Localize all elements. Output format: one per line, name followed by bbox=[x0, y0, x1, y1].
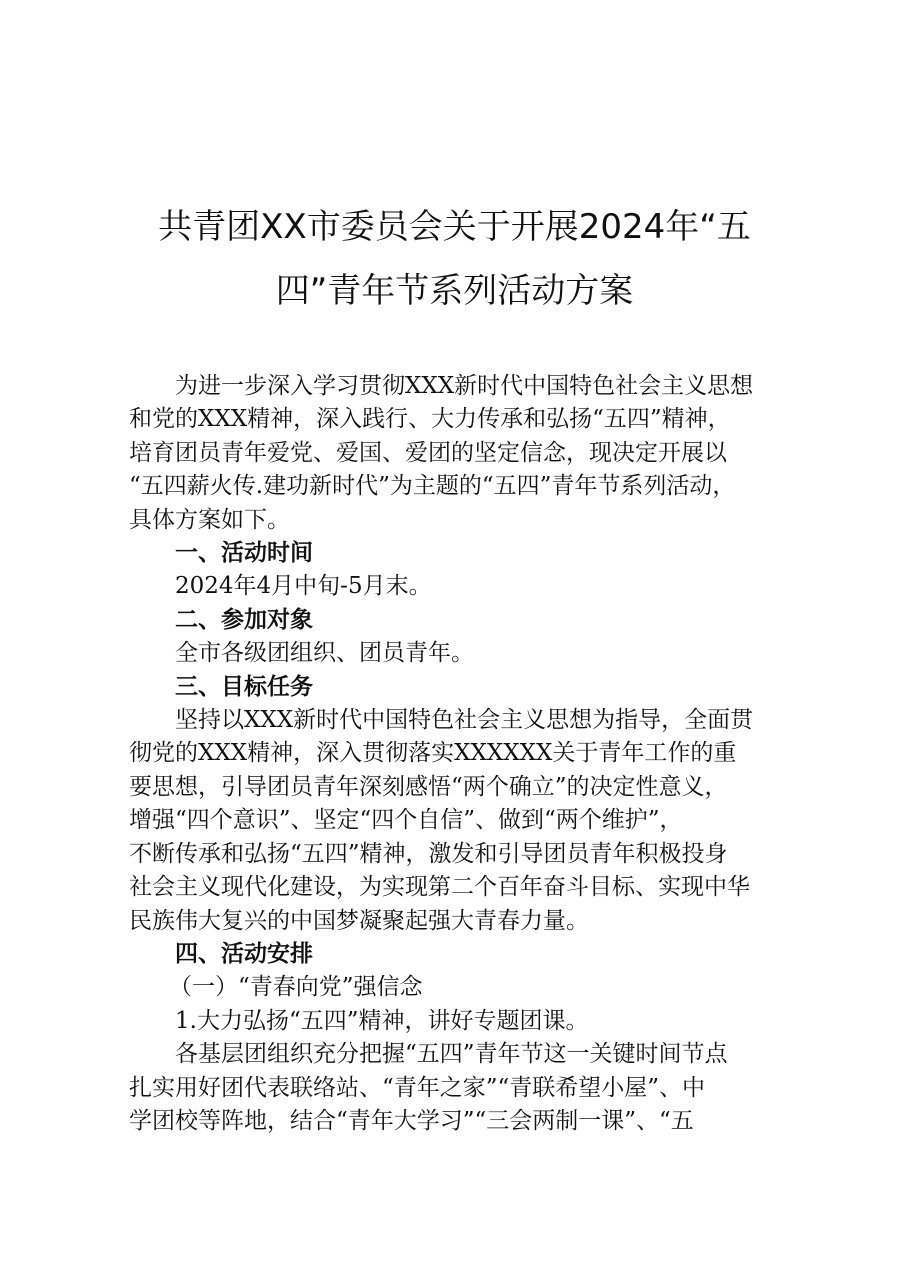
goals-line: 社会主义现代化建设，为实现第二个百年奋斗目标、实现中华 bbox=[129, 874, 750, 901]
intro-line: 具体方案如下。 bbox=[129, 506, 290, 533]
subsection-heading: （一）“青春向党”强信念 bbox=[169, 974, 423, 1001]
item-line: 扎实用好团代表联络站、“青年之家”“青联希望小屋”、中 bbox=[129, 1074, 706, 1101]
title-line-2: 四”青年节系列活动方案 bbox=[275, 271, 634, 311]
intro-line: 培育团员青年爱党、爱国、爱团的坚定信念，现决定开展以 bbox=[129, 439, 727, 466]
goals-line: 不断传承和弘扬“五四”精神，激发和引导团员青年积极投身 bbox=[129, 840, 728, 867]
intro-line: 和党的XXX精神，深入践行、大力传承和弘扬“五四”精神， bbox=[129, 406, 731, 433]
intro-line: “五四薪火传.建功新时代”为主题的“五四”青年节系列活动， bbox=[129, 473, 736, 500]
goals-line: 增强“四个意识”、坚定“四个自信”、做到“两个维护”， bbox=[129, 807, 683, 834]
item-heading: 1.大力弘扬“五四”精神，讲好专题团课。 bbox=[175, 1007, 589, 1034]
intro-line: 为进一步深入学习贯彻XXX新时代中国特色社会主义思想 bbox=[175, 373, 754, 399]
document-title bbox=[100, 195, 809, 323]
goals-line: 民族伟大复兴的中国梦凝聚起强大青春力量。 bbox=[129, 907, 589, 934]
title-line-1: 共青团XX市委员会关于开展2024年“五 bbox=[158, 207, 751, 247]
section-text-time: 2024年4月中旬-5月末。 bbox=[175, 573, 432, 600]
item-line: 各基层团组织充分把握“五四”青年节这一关键时间节点 bbox=[175, 1041, 728, 1068]
section-heading-goals: 三、目标任务 bbox=[175, 673, 313, 700]
goals-line: 坚持以XXX新时代中国特色社会主义思想为指导，全面贯 bbox=[175, 707, 754, 734]
section-text-participants: 全市各级团组织、团员青年。 bbox=[175, 640, 474, 667]
item-line: 学团校等阵地，结合“青年大学习”“三会两制一课”、“五 bbox=[129, 1107, 694, 1134]
section-heading-arrangements: 四、活动安排 bbox=[175, 940, 313, 967]
section-heading-participants: 二、参加对象 bbox=[175, 606, 313, 633]
document-body bbox=[129, 370, 809, 1138]
goals-line: 彻党的XXX精神，深入贯彻落实XXXXXX关于青年工作的重 bbox=[129, 740, 737, 767]
section-heading-time: 一、活动时间 bbox=[175, 540, 313, 567]
goals-line: 要思想，引导团员青年深刻感悟“两个确立”的决定性意义， bbox=[129, 773, 728, 800]
